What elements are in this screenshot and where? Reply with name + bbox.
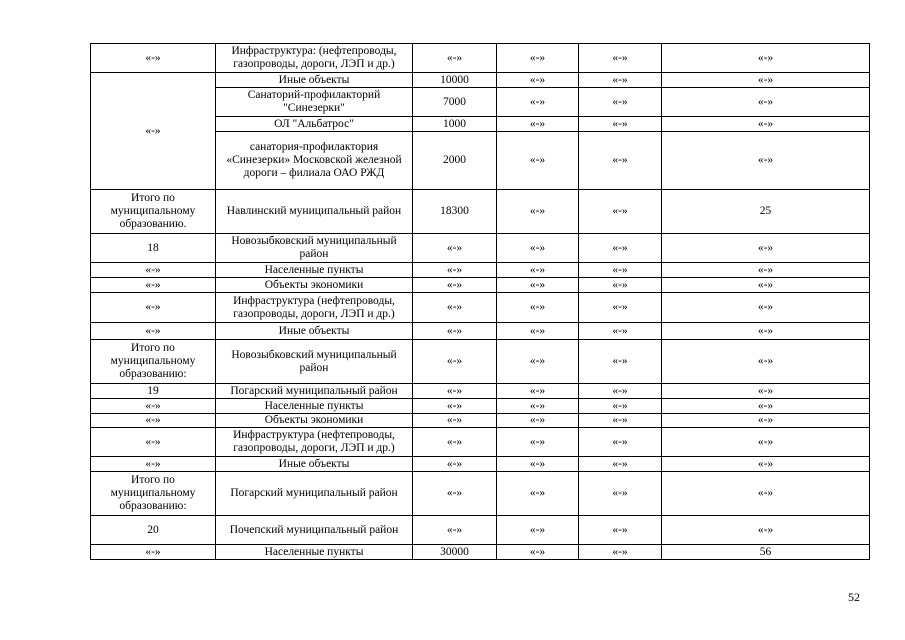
table-cell: Инфраструктура (нефтепроводы, газопроводы, дороги, ЛЭП и др.) [216,293,413,323]
table-row [91,384,870,399]
table-cell: «-» [91,323,216,340]
table-cell: «-» [413,457,497,472]
table-cell: «-» [579,190,662,234]
table-row [91,323,870,340]
table-cell: «-» [497,428,579,457]
table-cell: «-» [413,414,497,428]
table-cell: «-» [91,73,216,190]
table-cell: «-» [497,472,579,516]
table-cell: «-» [579,44,662,73]
table-row [91,234,870,263]
table-row [91,457,870,472]
table-cell: «-» [413,278,497,293]
table-cell: «-» [579,399,662,414]
table-cell: «-» [497,399,579,414]
table-cell: Объекты экономики [216,414,413,428]
table-cell: «-» [91,278,216,293]
table-cell: санатория-профилактория «Синезерки» Московской железной дороги – филиала ОАО РЖД [216,132,413,190]
table-row [91,44,870,73]
table-cell: «-» [662,132,870,190]
table-cell: «-» [579,263,662,278]
table-cell: «-» [413,293,497,323]
table-cell: «-» [91,44,216,73]
table-cell: «-» [662,428,870,457]
table-cell: «-» [662,472,870,516]
table-cell: «-» [579,414,662,428]
table-cell: Инфраструктура (нефтепроводы, газопроводы, дороги, ЛЭП и др.) [216,428,413,457]
table-cell: «-» [497,190,579,234]
table-cell: «-» [497,234,579,263]
table-row [91,472,870,516]
table-cell: «-» [579,384,662,399]
table-cell: Итого по муниципальному образованию: [91,472,216,516]
table-cell: Погарский муниципальный район [216,384,413,399]
table-cell: «-» [579,132,662,190]
table-cell: «-» [497,457,579,472]
table-row [91,263,870,278]
table-cell: «-» [91,414,216,428]
table-cell: «-» [662,117,870,132]
table-row [91,414,870,428]
table-cell: «-» [497,340,579,384]
table-cell: «-» [662,88,870,117]
page-number: 52 [848,590,860,604]
table-cell: «-» [413,263,497,278]
table-cell: «-» [579,516,662,545]
table-cell: «-» [497,73,579,88]
table-cell: «-» [579,234,662,263]
table-cell: «-» [497,263,579,278]
table-cell: «-» [497,414,579,428]
table-cell: «-» [413,399,497,414]
table-cell: «-» [413,44,497,73]
table-cell: «-» [662,516,870,545]
table-cell: «-» [579,545,662,560]
table-cell: «-» [413,234,497,263]
table-cell: «-» [497,545,579,560]
table-cell: «-» [662,340,870,384]
table-cell: Населенные пункты [216,263,413,278]
table-cell: 1000 [413,117,497,132]
table-cell: «-» [413,428,497,457]
table-cell: ОЛ "Альбатрос" [216,117,413,132]
table-row [91,278,870,293]
table-cell: «-» [91,457,216,472]
table-cell: «-» [662,457,870,472]
table-cell: 20 [91,516,216,545]
table-cell: 19 [91,384,216,399]
table-cell: 10000 [413,73,497,88]
table-cell: «-» [579,457,662,472]
table-row [91,190,870,234]
table-cell: 25 [662,190,870,234]
table-cell: «-» [662,234,870,263]
table-cell: Иные объекты [216,457,413,472]
table-cell: 2000 [413,132,497,190]
table-cell: «-» [91,399,216,414]
table-row [91,545,870,560]
table-cell: 18 [91,234,216,263]
table-row [91,340,870,384]
table-cell: «-» [579,428,662,457]
table-cell: Погарский муниципальный район [216,472,413,516]
table-cell: «-» [579,73,662,88]
table-cell: «-» [497,323,579,340]
table-cell: «-» [579,340,662,384]
table-cell: Санаторий-профилакторий "Синезерки" [216,88,413,117]
table-cell: «-» [413,323,497,340]
table-cell: «-» [91,263,216,278]
table-cell: «-» [91,545,216,560]
table-cell: «-» [497,293,579,323]
table-row [91,516,870,545]
table-cell: «-» [413,516,497,545]
table-cell: Объекты экономики [216,278,413,293]
table-cell: Иные объекты [216,323,413,340]
table-cell: «-» [413,340,497,384]
table-cell: 30000 [413,545,497,560]
table-row [91,73,870,88]
table-cell: Населенные пункты [216,545,413,560]
table-cell: Инфраструктура: (нефтепроводы, газопроводы, дороги, ЛЭП и др.) [216,44,413,73]
table-cell: «-» [497,384,579,399]
table-cell: «-» [497,117,579,132]
table-cell: Новозыбковский муниципальный район [216,234,413,263]
table-cell: 18300 [413,190,497,234]
table-cell: Иные объекты [216,73,413,88]
table-cell: «-» [497,278,579,293]
table-cell: «-» [497,516,579,545]
table-cell: 7000 [413,88,497,117]
table-cell: «-» [579,117,662,132]
table-cell: «-» [662,399,870,414]
table-cell: «-» [662,44,870,73]
table-cell: «-» [413,384,497,399]
table-cell: «-» [497,132,579,190]
table-row [91,428,870,457]
table-cell: «-» [91,293,216,323]
table-cell: «-» [579,293,662,323]
table-row [91,293,870,323]
document-table [90,43,870,560]
table-cell: «-» [662,278,870,293]
table-cell: «-» [579,88,662,117]
table-cell: Навлинский муниципальный район [216,190,413,234]
table-cell: Итого по муниципальному образованию: [91,340,216,384]
table-cell: Итого по муниципальному образованию. [91,190,216,234]
table-cell: 56 [662,545,870,560]
table-cell: «-» [91,428,216,457]
table-cell: «-» [662,263,870,278]
table-cell: Новозыбковский муниципальный район [216,340,413,384]
table-cell: Населенные пункты [216,399,413,414]
table-cell: «-» [662,293,870,323]
table-cell: Почепский муниципальный район [216,516,413,545]
table-row [91,399,870,414]
table-cell: «-» [579,323,662,340]
table-cell: «-» [497,44,579,73]
table-cell: «-» [579,472,662,516]
table-cell: «-» [662,73,870,88]
table-cell: «-» [497,88,579,117]
table-cell: «-» [413,472,497,516]
table-cell: «-» [579,278,662,293]
table-cell: «-» [662,414,870,428]
table-cell: «-» [662,384,870,399]
table-cell: «-» [662,323,870,340]
